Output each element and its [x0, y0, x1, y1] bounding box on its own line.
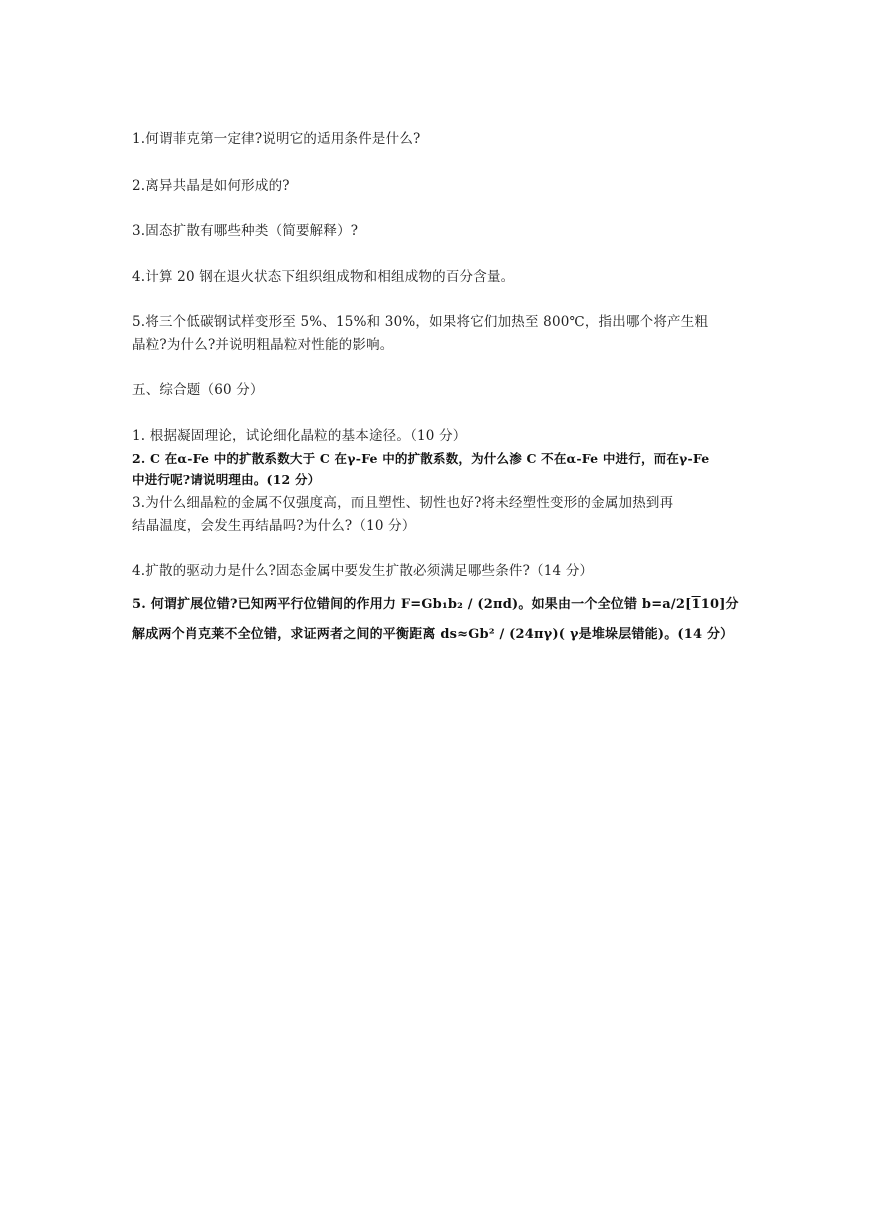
question-5-2-line2: 中进行呢?请说明理由。(12 分） — [132, 472, 321, 487]
question-5-5-text-a: 5. 何谓扩展位错?已知两平行位错间的作用力 F=Gb₁b₂ / (2πd)。如果由一个全位错 b=a/2[ — [132, 597, 692, 612]
question-5-4: 4.扩散的驱动力是什么?固态金属中要发生扩散必须满足哪些条件?（14 分） — [132, 563, 594, 579]
question-5-5-line2: 解成两个肖克莱不全位错，求证两者之间的平衡距离 ds≈Gb² / (24πγ)( γ是堆垛层错能)。(14 分） — [132, 627, 734, 642]
question-4-2: 2.离异共晶是如何形成的? — [132, 178, 290, 194]
question-4-4: 4.计算 20 钢在退火状态下组织组成物和相组成物的百分含量。 — [132, 269, 515, 285]
question-5-3-line2: 结晶温度，会发生再结晶吗?为什么?（10 分） — [132, 518, 416, 534]
question-4-5-line1: 5.将三个低碳钢试样变形至 5%、15%和 30%，如果将它们加热至 800℃，指出哪个将产生粗 — [132, 314, 709, 330]
question-5-3-line1: 3.为什么细晶粒的金属不仅强度高，而且塑性、韧性也好?将未经塑性变形的金属加热到再 — [132, 495, 674, 511]
question-4-3: 3.固态扩散有哪些种类（简要解释）? — [132, 223, 359, 239]
question-5-1: 1. 根据凝固理论，试论细化晶粒的基本途径。（10 分） — [132, 428, 467, 444]
section-5-heading: 五、综合题（60 分） — [132, 382, 264, 398]
question-5-2-line1: 2. C 在α-Fe 中的扩散系数大于 C 在γ-Fe 中的扩散系数，为什么渗 C 不在α-Fe 中进行，而在γ-Fe — [132, 451, 710, 466]
question-4-5-line2: 晶粒?为什么?并说明粗晶粒对性能的影响。 — [132, 337, 394, 353]
question-5-5-line1 — [132, 596, 739, 614]
question-5-5-text-b: 10]分 — [700, 597, 739, 612]
miller-index-overbar: 1 — [691, 597, 701, 612]
question-4-1: 1.何谓菲克第一定律?说明它的适用条件是什么? — [132, 131, 421, 147]
